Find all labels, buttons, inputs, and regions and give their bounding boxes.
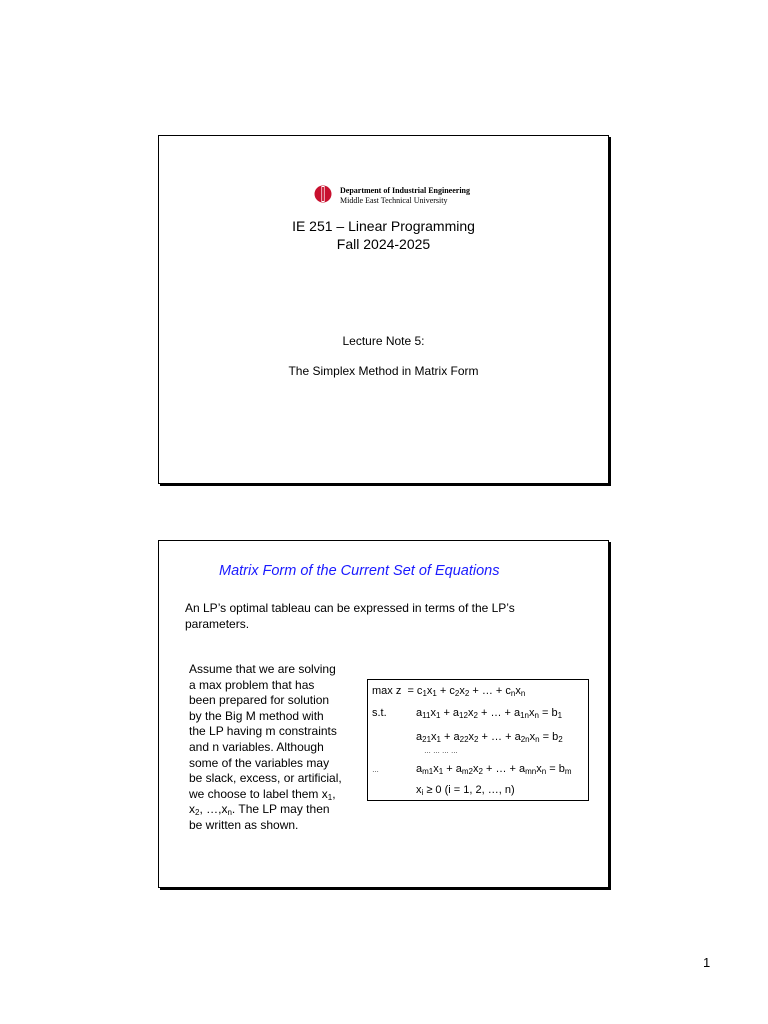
ellipsis-row: … … … … — [424, 748, 458, 755]
slide-title: Matrix Form of the Current Set of Equations — [219, 563, 500, 579]
metu-logo-icon — [314, 185, 332, 203]
para-line: be slack, excess, or artificial, — [189, 771, 342, 786]
lecture-topic: The Simplex Method in Matrix Form — [288, 364, 479, 378]
content-slide — [158, 540, 609, 888]
constraint-row-2: $a_{21}x_1 + a_{22}x_2$ + … + $a_{2n}x_n = b_2$ — [416, 731, 563, 744]
para-line: Assume that we are solving — [189, 662, 336, 676]
term: Fall 2024-2025 — [336, 236, 431, 252]
course-title: IE 251 – Linear Programming — [292, 218, 475, 234]
lp-formulation-box — [367, 679, 589, 801]
para-line: be written as shown. — [189, 817, 299, 832]
constraint-row-1: s.t. $a_{11}x_1 + a_{12}x_2$ + … + $a_{1n}x_n = b_1$ — [372, 707, 563, 720]
objective-row: $\max z = c_1x_1 + c_2x_2$ + … + $c_nx_n$ — [372, 685, 526, 698]
title-slide — [158, 135, 609, 484]
explanation-paragraph — [189, 662, 355, 834]
para-line: some of the variables may — [189, 755, 330, 770]
para-line: and n variables. Although — [189, 739, 324, 754]
para-line: a max problem that has — [189, 677, 315, 692]
para-line: the LP having m constraints — [189, 724, 337, 739]
department-name: Department of Industrial Engineering — [340, 186, 470, 195]
para-line: by the Big M method with — [189, 708, 324, 723]
para-line: we choose to label them $x_1$, — [189, 786, 336, 802]
para-line: been prepared for solution — [189, 693, 330, 708]
lecture-label: Lecture Note 5: — [342, 334, 425, 348]
intro-text: An LP’s optimal tableau can be expressed in terms of the LP’s parameters. — [185, 601, 515, 631]
constraint-row-m: … $a_{m1}x_1 + a_{m2}x_2$ + … + $a_{mn}x_n = b_m$ — [372, 763, 572, 776]
para-line: $x_2$, $\dots,x_n$. The LP may then — [189, 802, 330, 818]
page-number: 1 — [703, 955, 711, 970]
nonnegativity-row: $x_i \ge 0$ (i = 1, 2, …, n) — [416, 784, 515, 797]
department-logo — [314, 182, 514, 208]
university-name: Middle East Technical University — [340, 196, 448, 205]
